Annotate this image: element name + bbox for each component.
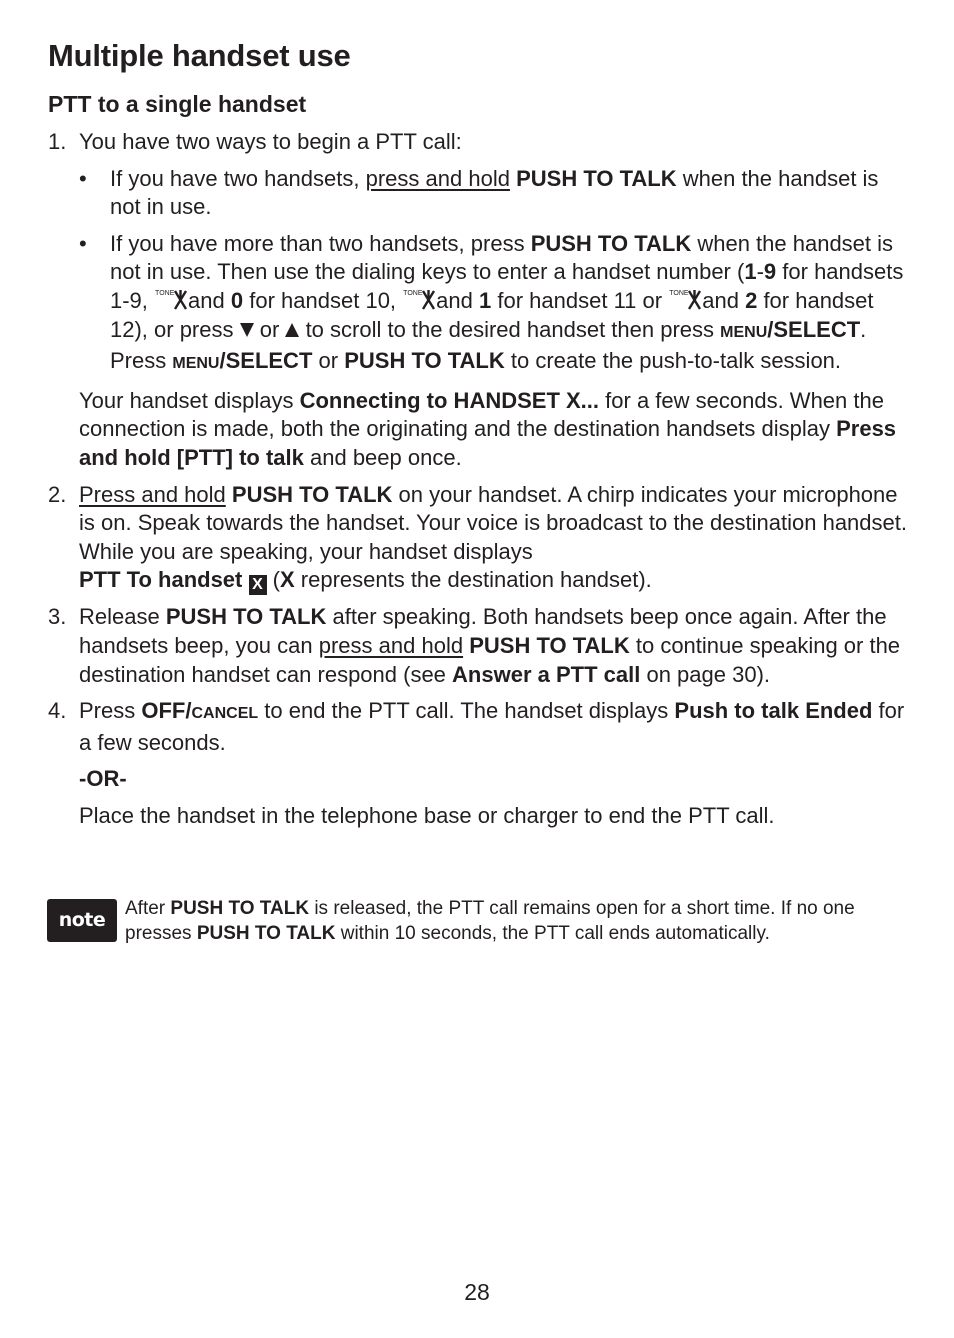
key-name: PUSH TO TALK [165, 604, 327, 630]
note-text [125, 896, 915, 946]
key-name: 0 [230, 287, 244, 313]
step-number: 2. [48, 481, 67, 507]
key-name: PUSH TO TALK [196, 923, 336, 944]
bullet-text [110, 230, 914, 379]
tone-star-icon [669, 290, 701, 310]
text: If you have more than two handsets, press [110, 230, 525, 256]
bullet-text [110, 165, 914, 222]
text: on page 30). [646, 661, 771, 687]
step-text [79, 128, 914, 157]
key-name: 1 [479, 287, 492, 313]
text: for a few seconds. [79, 698, 905, 755]
display-message: Push to talk Ended [674, 698, 873, 724]
text: when the handset is not in use. Then use the dialing keys to enter a handset number ( [110, 230, 894, 285]
step-1 [48, 128, 914, 473]
cancel-key-label: CANCEL [191, 705, 259, 723]
key-name: 2 [745, 287, 758, 313]
key-name: PUSH TO TALK [231, 481, 393, 507]
display-message: Connecting to HANDSET X... [299, 387, 600, 413]
page-title: Multiple handset use [48, 38, 351, 73]
text: to scroll to the desired handset then press [305, 316, 715, 342]
step-intro: You have two ways to begin a PTT call: [79, 129, 462, 154]
text: to continue speaking or the destination handset can respond (see [79, 632, 901, 687]
step-3 [48, 603, 914, 689]
step-text [79, 697, 914, 757]
text: represents the destination handset). [300, 567, 652, 593]
key-name: X [279, 567, 295, 593]
page-number: 28 [464, 1279, 490, 1305]
text: for handset 10, [249, 287, 397, 313]
step-text [79, 481, 914, 596]
key-name: OFF/ [141, 698, 192, 724]
key-name: 1 [744, 259, 757, 285]
key-name: PUSH TO TALK [344, 348, 505, 374]
text: Your handset displays [79, 387, 294, 413]
step-4 [48, 697, 914, 830]
key-name: PUSH TO TALK [516, 165, 677, 191]
or-text: -OR- [79, 766, 127, 792]
text: If you have two handsets, [110, 165, 360, 191]
underlined-text: press and hold [365, 165, 510, 191]
text: Release [79, 604, 160, 630]
text: after speaking. Both handsets beep once again. After the handsets beep, you can [79, 604, 887, 658]
key-name: PUSH TO TALK [170, 898, 310, 919]
display-message: Press and hold [PTT] to talk [79, 416, 897, 470]
text: . Press [110, 316, 867, 374]
step-number: 1. [48, 129, 67, 154]
menu-key-label: MENU [172, 355, 220, 373]
text: for a few seconds. When the connection is made, both the originating and the destination handsets display [79, 387, 884, 442]
bullet-more-handsets [79, 230, 914, 379]
text: and beep once. [310, 444, 462, 470]
text: to end the PTT call. The handset displays [264, 698, 669, 724]
tone-star-icon [155, 290, 187, 310]
menu-key-label: MENU [720, 323, 768, 341]
bullet-dot: • [79, 230, 87, 256]
instructions [48, 128, 914, 838]
text: - [756, 259, 764, 285]
down-arrow-icon [240, 322, 254, 338]
step-2 [48, 481, 914, 596]
key-name: PUSH TO TALK [530, 230, 692, 256]
bullet-two-handsets [79, 165, 914, 222]
text: for handset 11 or [497, 287, 663, 313]
underlined-text: press and hold [318, 632, 464, 658]
text: or [318, 348, 339, 374]
tone-label: TONE [155, 289, 175, 297]
text: and [436, 287, 473, 313]
tone-star-icon [403, 290, 435, 310]
underlined-text: Press and hold [79, 481, 226, 507]
up-arrow-icon [285, 322, 299, 338]
text: on your handset. A chirp indicates your microphone is on. Speak towards the handset. Your voice is broadcast to the destination handset. While you are speaking, your handset displays [79, 481, 907, 564]
tone-label: TONE [669, 289, 689, 297]
bullet-dot: • [79, 165, 87, 191]
step-number: 4. [48, 698, 67, 724]
key-name: /SELECT [219, 348, 313, 374]
text: After [125, 898, 166, 919]
alternative-text: Place the handset in the telephone base or charger to end the PTT call. [79, 802, 775, 828]
text: to create the push-to-talk session. [510, 348, 842, 374]
handset-x-box-icon: X [249, 575, 267, 595]
text: and [702, 287, 739, 313]
text: within 10 seconds, the PTT call ends automatically. [340, 923, 770, 944]
key-name: PUSH TO TALK [469, 632, 630, 658]
key-name: 9 [763, 259, 777, 285]
text: for handset 12), or press [110, 287, 874, 342]
key-name: /SELECT [767, 316, 861, 342]
text: when the handset is not in use. [110, 165, 879, 220]
step-text [79, 603, 914, 689]
text: and [188, 287, 225, 313]
section-heading: PTT to a single handset [48, 91, 307, 117]
note-badge-icon: note [47, 899, 117, 942]
text: is released, the PTT call remains open for a short time. If no one presses [125, 898, 855, 944]
text: ( [272, 567, 280, 593]
connection-paragraph [79, 387, 914, 473]
text: for handsets 1-9, [110, 259, 904, 313]
text: or [259, 316, 280, 342]
cross-reference: Answer a PTT call [452, 661, 641, 687]
step-number: 3. [48, 604, 67, 630]
or-separator [79, 765, 914, 794]
tone-label: TONE [403, 289, 423, 297]
display-message: PTT To handset [79, 567, 243, 593]
text: Press [79, 698, 136, 724]
